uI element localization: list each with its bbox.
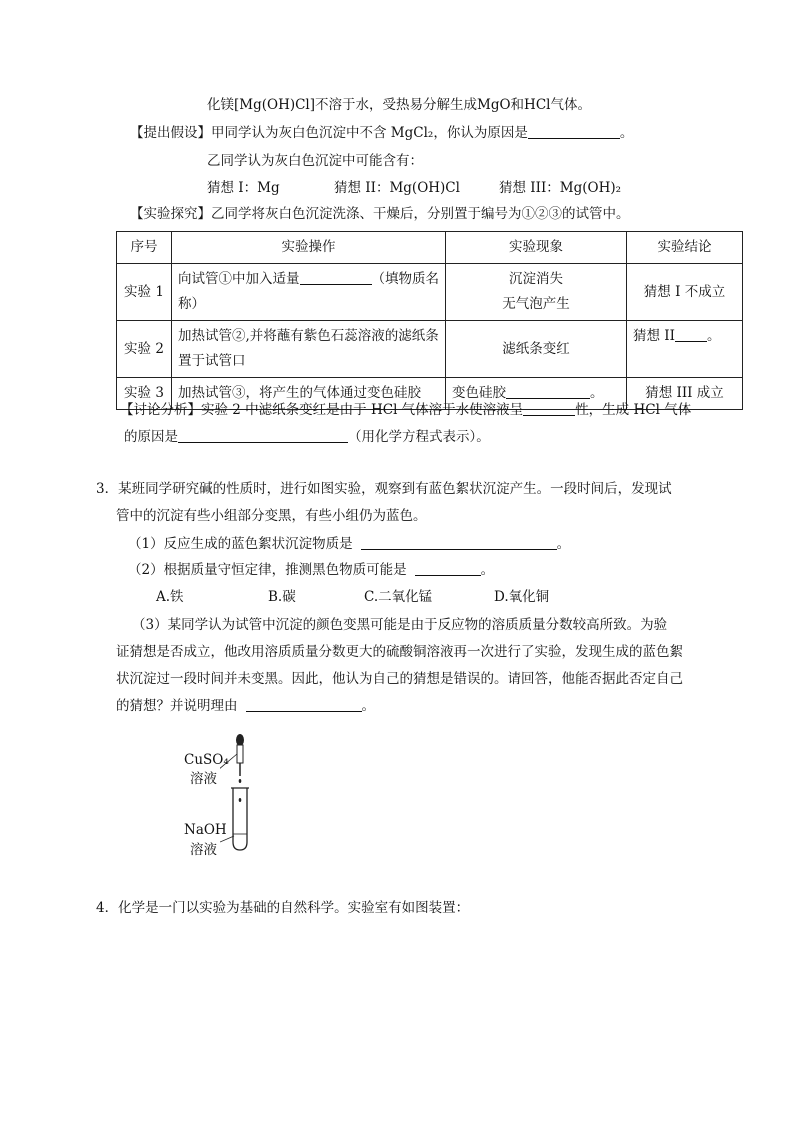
test-tube-icon [220, 788, 249, 850]
droplet-icon [239, 779, 242, 802]
q3-option-a[interactable]: A.铁 [156, 589, 184, 605]
row-1-conclusion: 猜想 I 不成立 [627, 264, 743, 321]
row-1-ph-a: 沉淀消失 [509, 271, 563, 287]
row-1-id: 实验 1 [117, 264, 172, 321]
table-row [117, 264, 743, 321]
hypothesis-a-text: 甲同学认为灰白色沉淀中不含 MgCl₂，你认为原因是 [211, 125, 528, 141]
explore-line [130, 206, 630, 222]
row-3-operation: 加热试管③，将产生的气体通过变色硅胶 [172, 378, 446, 410]
discussion-text-a: 实验 2 中滤纸条变红是由于 HCl 气体溶于水使溶液呈 [201, 402, 524, 418]
row-1-op-text: 向试管①中加入适量 [178, 271, 300, 287]
guess-2: 猜想 II：Mg(OH)Cl [334, 180, 460, 196]
discussion-text-d: （用化学方程式表示）。 [348, 429, 490, 445]
naoh-solution-label: 溶液 [190, 842, 217, 858]
row-1-ph-b: 无气泡产生 [502, 296, 570, 312]
guess-3: 猜想 III：Mg(OH)₂ [499, 180, 622, 196]
row-2-concl-end: 。 [706, 328, 721, 344]
header-phenomenon: 实验现象 [446, 232, 627, 264]
answer-blank-black[interactable] [415, 562, 481, 576]
row-2-concl-text: 猜想 II [633, 328, 675, 344]
hypothesis-a [130, 125, 633, 141]
row-2-id: 实验 2 [117, 321, 172, 378]
row-2-operation: 加热试管②,并将蘸有紫色石蕊溶液的滤纸条置于试管口 [172, 321, 446, 378]
q3-option-b[interactable]: B.碳 [268, 589, 296, 605]
q3-option-d[interactable]: D.氧化铜 [494, 589, 550, 605]
header-operation: 实验操作 [172, 232, 446, 264]
explore-tag: 【实验探究】 [130, 206, 211, 222]
q3-part-3-line-2: 证猜想是否成立，他改用溶质质量分数更大的硫酸铜溶液再一次进行了实验，发现生成的蓝色絮 [116, 644, 683, 660]
discussion-text-b: 性，生成 HCl 气体 [575, 402, 692, 418]
q3-part-3-line-4 [116, 698, 375, 714]
q3-p3-text: 的猜想？并说明理由 [116, 698, 238, 714]
q3-part-2 [128, 562, 494, 578]
test-tube-diagram [220, 730, 260, 860]
naoh-label: NaOH [184, 822, 227, 838]
q3-part-3-line-3: 状沉淀过一段时间并未变黑。因此，他认为自己的猜想是错误的。请回答，他能否据此否定自己 [116, 671, 683, 687]
row-1-operation [172, 264, 446, 321]
q3-stem-2: 管中的沉淀有些小组部分变黑，有些小组仍为蓝色。 [116, 508, 427, 524]
q3-p2-text: （2）根据质量守恒定律，推测黑色物质可能是 [128, 562, 407, 578]
discussion-a [120, 402, 691, 418]
row-2-conclusion [627, 321, 743, 378]
q3-part-1 [128, 536, 570, 552]
row-1-op-note: （填物质名称） [178, 271, 439, 312]
row-3-ph-end: 。 [590, 385, 604, 401]
experiment-table [116, 231, 743, 410]
q3-p3-end: 。 [361, 698, 375, 714]
answer-blank-equation[interactable] [178, 429, 348, 443]
answer-blank-substance[interactable] [300, 271, 372, 285]
guess-1: 猜想 I：Mg [207, 180, 280, 196]
answer-blank-reason[interactable] [528, 125, 620, 139]
header-conclusion: 实验结论 [627, 232, 743, 264]
cuso4-label: CuSO₄ [184, 752, 229, 768]
answer-blank-reasoning[interactable] [246, 698, 362, 712]
q3-part-3-line-1: （3）某同学认为试管中沉淀的颜色变黑可能是由于反应物的溶质质量分数较高所致。为验 [132, 617, 668, 633]
hypothesis-b: 乙同学认为灰白色沉淀中可能含有： [207, 153, 423, 169]
q3-p1-end: 。 [556, 536, 571, 552]
row-3-ph-text: 变色硅胶 [452, 385, 506, 401]
answer-blank-silica[interactable] [506, 385, 590, 399]
intro-line: 化镁[Mg(OH)Cl]不溶于水，受热易分解生成MgO和HCl气体。 [207, 97, 591, 113]
table-header-row [117, 232, 743, 264]
q3-stem-1: 3．某班同学研究碱的性质时，进行如图实验，观察到有蓝色絮状沉淀产生。一段时间后，发现试 [96, 481, 672, 497]
cuso4-solution-label: 溶液 [190, 771, 217, 787]
discussion-text-c: 的原因是 [124, 429, 178, 445]
hypothesis-a-end: 。 [619, 125, 634, 141]
hypothesis-tag: 【提出假设】 [130, 125, 211, 141]
q3-p2-end: 。 [480, 562, 495, 578]
row-3-id: 实验 3 [117, 378, 172, 410]
discussion-tag: 【讨论分析】 [120, 402, 201, 418]
row-1-phenomenon [446, 264, 627, 321]
q4-stem: 4．化学是一门以实验为基础的自然科学。实验室有如图装置： [96, 900, 470, 916]
row-3-conclusion: 猜想 III 成立 [627, 378, 743, 410]
q3-option-c[interactable]: C.二氧化锰 [364, 589, 433, 605]
header-id: 序号 [117, 232, 172, 264]
discussion-b [124, 429, 490, 445]
answer-blank-acidity[interactable] [523, 402, 575, 416]
answer-blank-guess2[interactable] [675, 328, 707, 342]
dropper-icon [220, 734, 244, 776]
row-2-phenomenon: 滤纸条变红 [446, 321, 627, 378]
q3-p1-text: （1）反应生成的蓝色絮状沉淀物质是 [128, 536, 353, 552]
table-row [117, 321, 743, 378]
explore-text: 乙同学将灰白色沉淀洗涤、干燥后，分别置于编号为①②③的试管中。 [211, 206, 630, 222]
answer-blank-precipitate[interactable] [361, 536, 557, 550]
